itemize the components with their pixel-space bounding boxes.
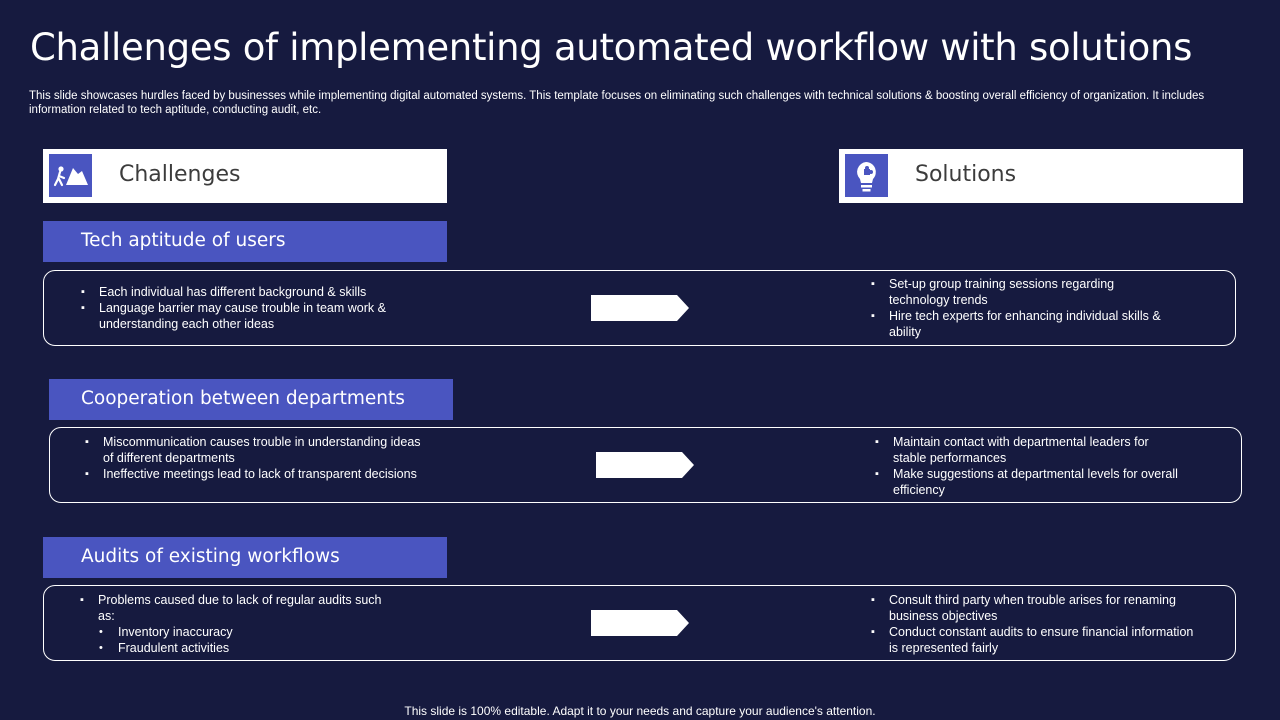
- solutions-header: [839, 149, 1243, 203]
- challenge-item: ▪ Ineffective meetings lead to lack of transparent decisions: [82, 466, 422, 482]
- solution-item: ▪ Maintain contact with departmental leaders for stable performances: [872, 434, 1182, 466]
- solution-item: ▪ Consult third party when trouble arises for renaming business objectives: [868, 592, 1203, 624]
- challenges-header: [43, 149, 447, 203]
- challenge-list: [77, 592, 397, 624]
- challenge-item: ▪ Problems caused due to lack of regular audits such as:: [77, 592, 397, 624]
- slide-subtitle: This slide showcases hurdles faced by businesses while implementing digital automated systems. This template focuses on eliminating such challenges with technical solutions & boosting overall efficiency of organization. It includes information related to tech aptitude, conducting audit, etc.: [29, 90, 1205, 116]
- challenge-item: ▪ Each individual has different background & skills: [78, 284, 418, 300]
- challenges-header-label: Challenges: [119, 162, 241, 187]
- lightbulb-puzzle-icon: [845, 154, 888, 197]
- solution-item: ▪ Make suggestions at departmental levels for overall efficiency: [872, 466, 1182, 498]
- challenge-subitem: • Fraudulent activities: [77, 640, 397, 656]
- category-label: Audits of existing workflows: [81, 546, 340, 567]
- category-label: Tech aptitude of users: [81, 230, 286, 251]
- solution-list: [868, 592, 1203, 656]
- category-banner-cooperation: [49, 379, 453, 420]
- slide-footer: This slide is 100% editable. Adapt it to your needs and capture your audience's attention.: [404, 704, 876, 718]
- category-banner-tech-aptitude: [43, 221, 447, 262]
- slide-title: Challenges of implementing automated workflow with solutions: [30, 26, 1193, 69]
- category-label: Cooperation between departments: [81, 388, 405, 409]
- solution-item: ▪ Conduct constant audits to ensure financial information is represented fairly: [868, 624, 1203, 656]
- solutions-header-label: Solutions: [915, 162, 1017, 187]
- solution-item: ▪ Hire tech experts for enhancing individual skills & ability: [868, 308, 1178, 340]
- climber-obstacle-icon: [49, 154, 92, 197]
- category-banner-audits: [43, 537, 447, 578]
- challenge-list: [78, 284, 418, 332]
- arrow-right-icon: [591, 610, 689, 636]
- challenge-item: ▪ Miscommunication causes trouble in understanding ideas of different departments: [82, 434, 422, 466]
- challenge-item: ▪ Language barrier may cause trouble in team work & understanding each other ideas: [78, 300, 418, 332]
- solution-item: ▪ Set-up group training sessions regarding technology trends: [868, 276, 1178, 308]
- arrow-right-icon: [591, 295, 689, 321]
- arrow-right-icon: [596, 452, 694, 478]
- challenge-sublist: [77, 624, 397, 656]
- challenge-subitem: • Inventory inaccuracy: [77, 624, 397, 640]
- solution-list: [872, 434, 1182, 498]
- challenge-list: [82, 434, 422, 482]
- solution-list: [868, 276, 1178, 340]
